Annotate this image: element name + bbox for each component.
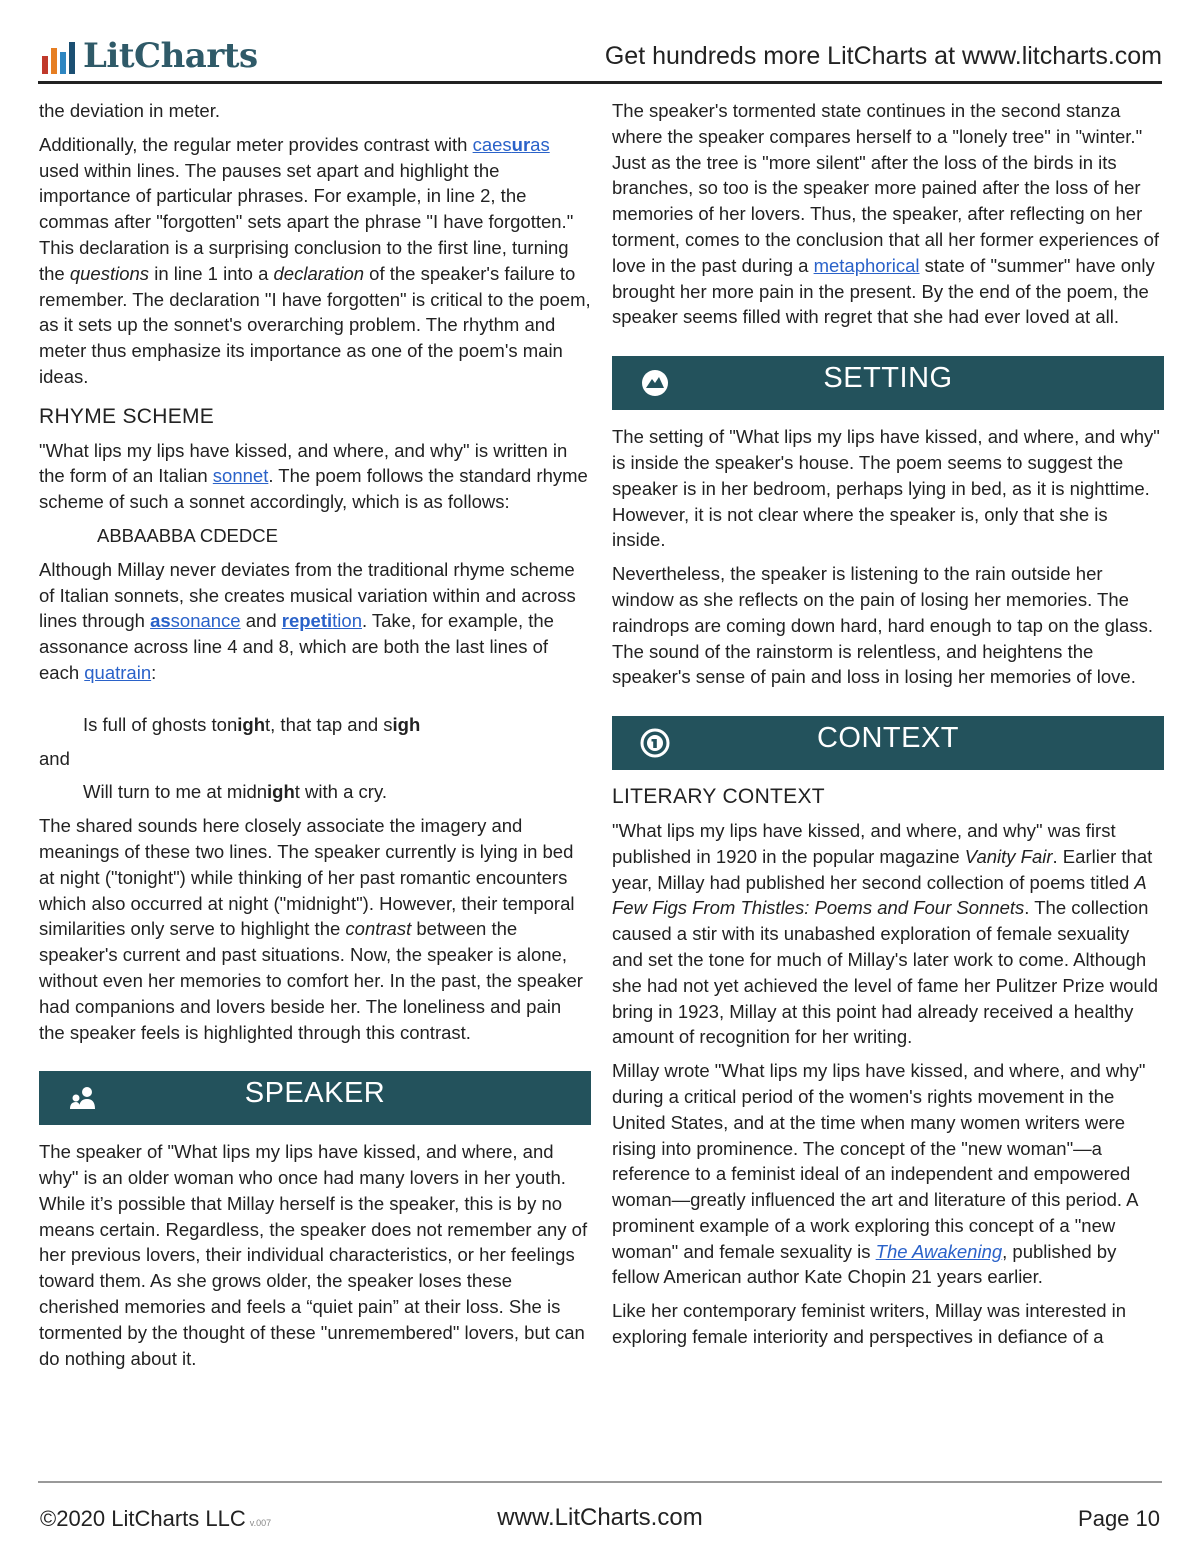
page-number: Page 10 — [1078, 1506, 1160, 1531]
setting-section-banner — [612, 356, 1164, 410]
paragraph: The speaker of "What lips my lips have kissed, and where, and why" is an older woman who once had many lovers in her youth. While it’s possible that Millay herself is the speaker, this is by no means certain. Regardless, the speaker does not remember any of her previous lovers, their individual characteristics, or her feelings toward them. As she grows older, the speaker loses these cherished memories and feels a “quiet pain” at their loss. She is tormented by the thought of these "unremembered" lovers, but can do nothing about it. — [39, 1141, 588, 1369]
logo-bars-icon — [42, 42, 75, 74]
paragraph: The speaker's tormented state continues in the second stanza where the speaker compares herself to a "lonely tree" in "winter." Just as the tree is "more silent" after the loss of the birds in its branches, so too is the speaker more pained after the loss of her memories of her lovers. Thus, the speaker, after reflecting on her torment, comes to the conclusion that all her former experiences of love in the past during a metaphorical state of "summer" have only brought her more pain in the present. By the end of the poem, the speaker seems filled with regret that she had ever loved at all. — [612, 100, 1160, 328]
logo-text: LitCharts — [83, 36, 258, 76]
paragraph: the deviation in meter. — [39, 100, 220, 121]
paragraph: Millay wrote "What lips my lips have kissed, and where, and why" during a critical period of the women's rights movement in the United States, and at the time when many women writers were rising into prominence. The concept of the "new woman"—a reference to a feminist ideal of an independent and empowered woman—greatly influenced the art and literature of this period. A prominent example of a work exploring this concept of a "new woman" and female sexuality is The Awakening, published by fellow American author Kate Chopin 21 years earlier. — [612, 1060, 1146, 1288]
footer-divider — [38, 1481, 1162, 1483]
caesuras-link[interactable]: caesuras — [472, 133, 550, 155]
speaker-title: SPEAKER — [244, 1077, 386, 1110]
rhyme-scheme-heading: RHYME SCHEME — [39, 404, 215, 428]
paragraph: Although Millay never deviates from the traditional rhyme scheme of Italian sonnets, she creates musical variation within and across lines through assonance and repetition. Take, for example, the assonance across line 4 and 8, which are both the last lines of each quatrain: — [39, 558, 576, 683]
setting-title: SETTING — [823, 362, 953, 395]
assonance-link[interactable]: assonance — [150, 610, 241, 632]
connector-text: and — [39, 747, 70, 769]
left-column — [39, 98, 591, 1379]
right-column — [612, 98, 1164, 1358]
speaker-section-banner — [39, 1071, 591, 1125]
footer-copyright: ©2020 LitCharts LLC v.007 — [40, 1506, 272, 1531]
litcharts-logo[interactable] — [42, 34, 258, 74]
paragraph: Like her contemporary feminist writers, Millay was interested in exploring female interiority and perspectives in defiance of a — [612, 1300, 1127, 1348]
sonnet-link[interactable]: sonnet — [212, 465, 269, 487]
repetition-link[interactable]: repetition — [281, 610, 362, 632]
poem-quote-1: Is full of ghosts tonight, that tap and sigh — [83, 713, 421, 735]
metaphorical-link[interactable]: metaphorical — [813, 254, 920, 276]
paragraph: "What lips my lips have kissed, and where, and why" was first published in 1920 in the popular magazine Vanity Fair. Earlier that year, Millay had published her second collection of poems titled A Few Figs From Thistles: Poems and Four Sonnets. The collection caused a stir with its unabashed exploration of female sexuality and set the tone for much of Millay's later work to come. Although she had not yet achieved the level of fame her Pulitzer Prize would bring in 1923, Millay at this point had already received a healthy amount of recognition for her writing. — [612, 819, 1159, 1048]
page-header — [38, 30, 1162, 84]
footer-site-link[interactable]: www.LitCharts.com — [497, 1504, 703, 1531]
poem-quote-2: Will turn to me at midnight with a cry. — [83, 781, 387, 803]
page-footer — [38, 1500, 1162, 1540]
context-title: CONTEXT — [816, 722, 960, 755]
the-awakening-link[interactable]: The Awakening — [875, 1240, 1003, 1262]
paragraph: "What lips my lips have kissed, and where, and why" is written in the form of an Italian sonnet. The poem follows the standard rhyme scheme of such a sonnet accordingly, which is as follows: — [39, 439, 588, 513]
paragraph: Additionally, the regular meter provides contrast with caesuras used within lines. The pauses set apart and highlight the importance of particular phrases. For example, in line 2, the commas after "forgotten" sets apart the phrase "I have forgotten." This declaration is a surprising conclusion to the first line, turning the questions in line 1 into a declaration of the speaker's failure to remember. The declaration "I have forgotten" is critical to the poem, as it sets up the sonnet's overarching problem. The rhythm and meter thus emphasize its importance as one of the poem's main ideas. — [39, 133, 591, 387]
header-tagline: Get hundreds more LitCharts at www.litcharts.com — [604, 42, 1162, 70]
context-section-banner — [612, 716, 1164, 770]
literary-context-heading: LITERARY CONTEXT — [612, 785, 825, 809]
paragraph: The setting of "What lips my lips have kissed, and where, and why" is inside the speaker's house. The poem seems to suggest the speaker is in her bedroom, perhaps lying in bed, as it is nighttime. However, it is not clear where the speaker is, only that she is inside. — [612, 426, 1160, 551]
paragraph: Nevertheless, the speaker is listening to the rain outside her window as she reflects on the pain of losing her memories. The raindrops are coming down hard, hard enough to tap on the glass. The sound of the rainstorm is relentless, and heightens the speaker's sense of pain and loss in losing her memories of love. — [612, 563, 1153, 688]
paragraph: The shared sounds here closely associate the imagery and meanings of these two lines. The speaker currently is lying in bed at night ("tonight") while thinking of her past romantic encounters which also occurred at night ("midnight"). However, their temporal similarities only serve to highlight the contrast between the speaker's current and past situations. Now, the speaker is alone, without even her memories to comfort her. In the past, the speaker had companions and lovers beside her. The loneliness and pain the speaker feels is highlighted through this contrast. — [39, 815, 583, 1043]
quatrain-link[interactable]: quatrain — [84, 661, 152, 683]
rhyme-scheme-pattern: ABBAABBA CDEDCE — [97, 524, 278, 546]
version-label: v.007 — [249, 1518, 272, 1528]
